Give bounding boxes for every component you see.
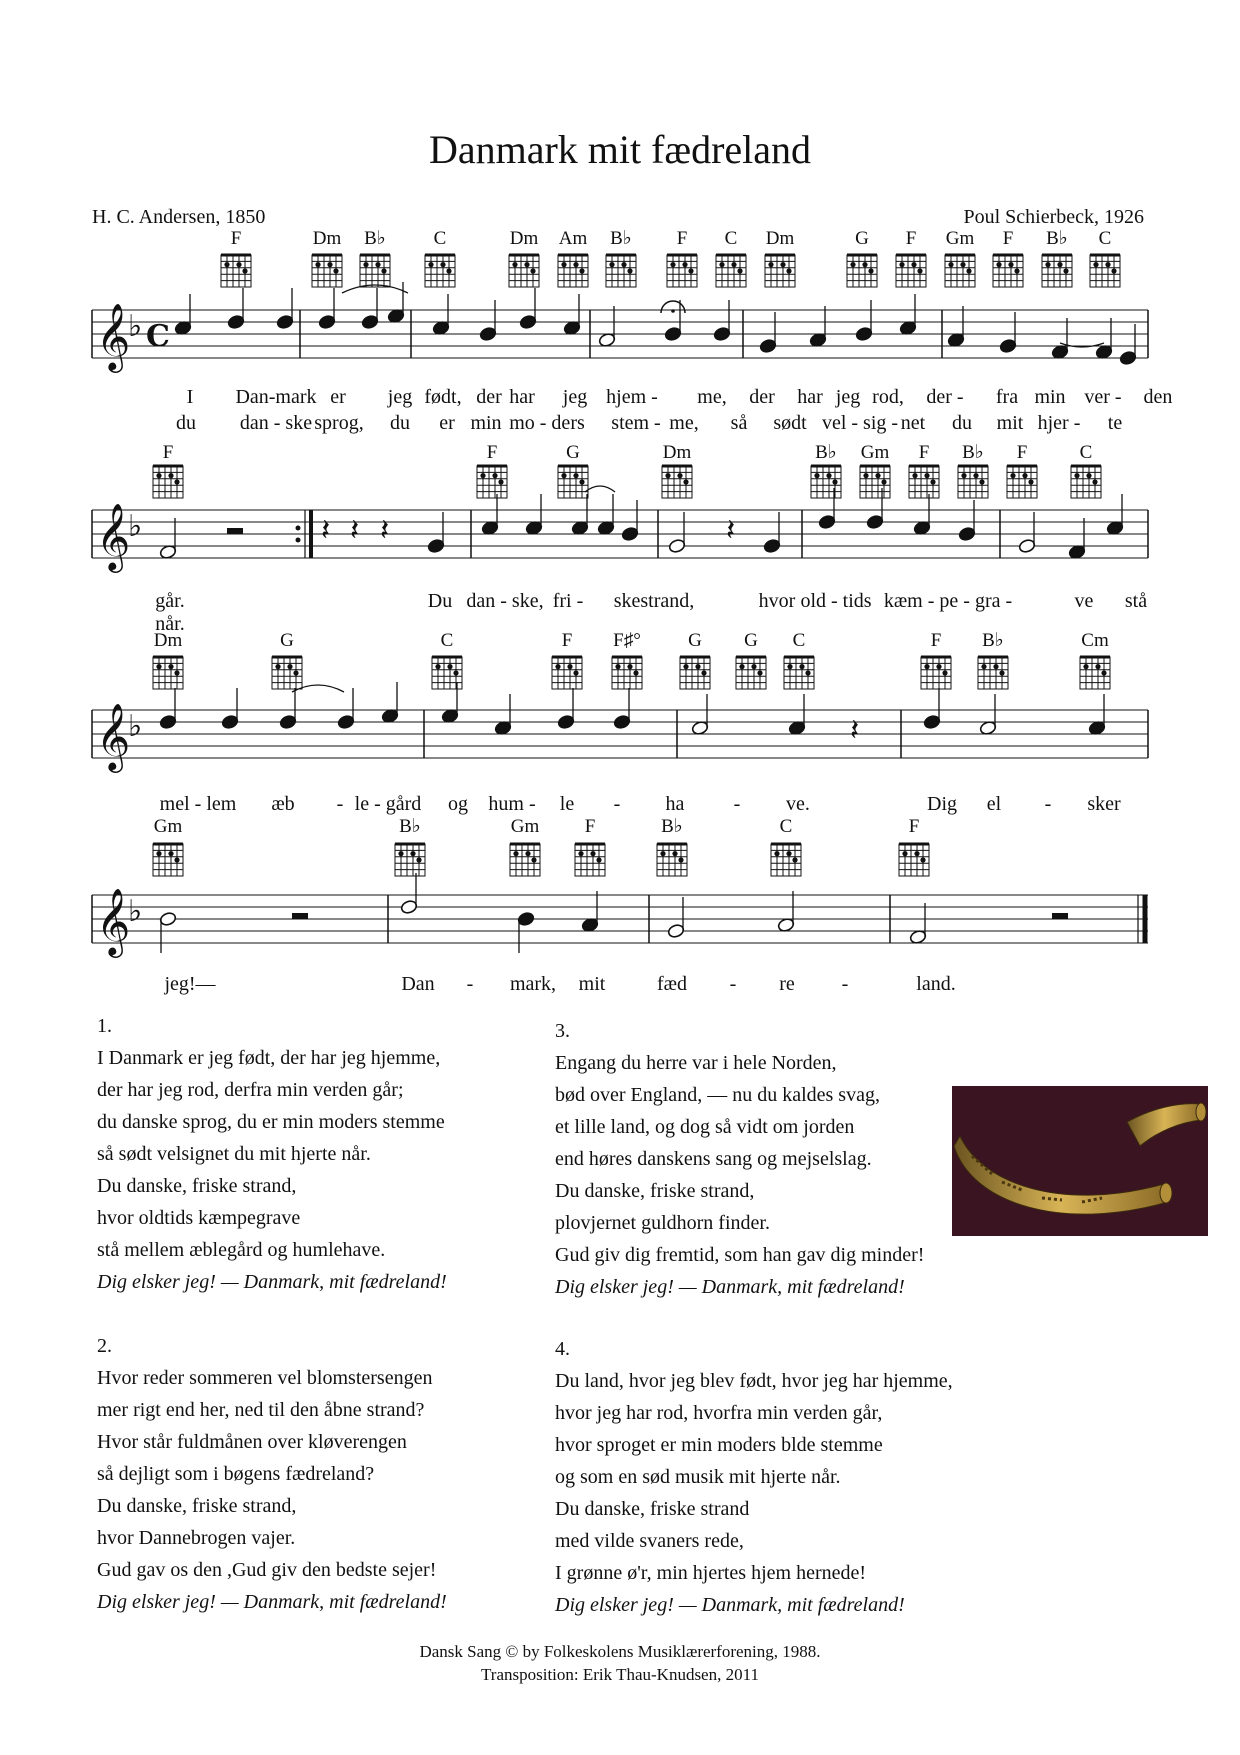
lyric-syllable: I: [186, 386, 194, 408]
chord-name: F: [584, 816, 596, 837]
verse-line: der har jeg rod, derfra min verden går;: [97, 1079, 404, 1101]
note-head: [174, 320, 192, 335]
chord-diagram: [667, 255, 697, 287]
note-head: [763, 538, 781, 553]
chord-diagram: [765, 255, 795, 287]
chord-name: Dm: [765, 228, 795, 249]
note-head: [427, 538, 445, 553]
lyric-syllable: skestrand,: [613, 590, 695, 612]
chord-diagram: [360, 255, 390, 287]
verse-line: hvor sproget er min moders blde stemme: [555, 1434, 883, 1456]
chord-diagram: [558, 466, 588, 498]
note-head: [517, 911, 535, 926]
chord-diagram: [784, 657, 814, 689]
lyric-syllable: mark,: [509, 973, 557, 995]
note-head: [1106, 520, 1124, 535]
time-signature: C: [146, 319, 170, 354]
chord-name: Dm: [312, 228, 342, 249]
lyric-syllable: -: [841, 973, 849, 995]
lyric-syllable: le: [559, 793, 575, 815]
chord-name: Dm: [153, 630, 183, 651]
chord-name: F: [1002, 228, 1014, 249]
chord-diagram: [899, 844, 929, 876]
verse-line: så dejligt som i bøgens fædreland?: [97, 1463, 375, 1485]
lyric-syllable: vel - sig -: [821, 412, 899, 434]
chord-name: F: [930, 630, 942, 651]
lyric-syllable: hjem -: [606, 386, 658, 408]
verse-refrain: Dig elsker jeg! — Danmark, mit fædreland!: [97, 1591, 447, 1613]
lyric-syllable: hjer -: [1037, 412, 1081, 434]
chord-name: C: [724, 228, 738, 249]
repeat-dot: [296, 538, 301, 543]
note-head: [1051, 344, 1069, 359]
treble-clef: 𝄞: [96, 887, 131, 955]
lyric-syllable: jeg: [387, 386, 413, 408]
note-head: [777, 917, 795, 932]
note-head: [1119, 350, 1137, 365]
half-rest: [1052, 913, 1068, 919]
verse-line: du danske sprog, du er min moders stemme: [97, 1111, 445, 1133]
chord-diagram: [1071, 466, 1101, 498]
lyric-syllable: -: [733, 793, 741, 815]
chord-diagram: [736, 657, 766, 689]
note-head: [481, 520, 499, 535]
fermata-dot: [671, 309, 675, 313]
lyric-syllable: så: [730, 412, 748, 434]
chord-diagram: [153, 466, 183, 498]
note-head: [387, 308, 405, 323]
lyric-syllable: ve: [1074, 590, 1094, 612]
chord-name: Cm: [1081, 630, 1109, 651]
note-head: [923, 714, 941, 729]
verse-line: et lille land, og dog så vidt om jorden: [555, 1116, 855, 1138]
note-head: [999, 338, 1017, 353]
chord-name: G: [744, 630, 758, 651]
lyric-syllable: dan - ske,: [466, 590, 544, 612]
note-head: [598, 332, 616, 347]
key-signature-flat: ♭: [128, 709, 143, 744]
footer: [0, 1640, 1240, 1686]
chord-name: F: [561, 630, 573, 651]
golden-horns-drawing: [952, 1086, 1208, 1236]
verse-line: Engang du herre var i hele Norden,: [555, 1052, 837, 1074]
note-head: [1088, 720, 1106, 735]
note-head: [979, 720, 997, 735]
verse-number: 1.: [97, 1015, 112, 1037]
verse-line: og som en sød musik mit hjerte når.: [555, 1466, 841, 1488]
lyric-syllable: me,: [697, 386, 727, 408]
chord-name: G: [280, 630, 294, 651]
lyric-syllable: der: [476, 386, 502, 408]
chord-name: Gm: [510, 816, 540, 837]
slur: [342, 285, 408, 293]
chord-diagram: [575, 844, 605, 876]
chord-name: G: [855, 228, 869, 249]
quarter-rest: 𝄽: [321, 513, 331, 548]
note-head: [759, 338, 777, 353]
note-head: [1018, 538, 1036, 553]
verse-line: Gud giv dig fremtid, som han gav dig minder!: [555, 1244, 925, 1266]
verse-line: med vilde svaners rede,: [555, 1530, 744, 1552]
note-head: [613, 714, 631, 729]
lyric-syllable: har: [509, 386, 535, 408]
note-head: [318, 314, 336, 329]
lyric-syllable: mo - ders: [509, 412, 585, 434]
lyric-syllable: og: [448, 793, 468, 815]
treble-clef: 𝄞: [96, 302, 131, 370]
note-head: [400, 899, 418, 914]
chord-name: B♭: [815, 442, 837, 463]
lyric-syllable: land.: [916, 973, 956, 995]
chord-diagram: [1080, 657, 1110, 689]
verse-line: Du danske, friske strand,: [555, 1180, 755, 1202]
chord-diagram: [993, 255, 1023, 287]
chord-diagram: [958, 466, 988, 498]
chord-name: B♭: [661, 816, 683, 837]
chord-name: B♭: [1046, 228, 1068, 249]
lyric-syllable: -: [729, 973, 737, 995]
lyric-syllable: -: [613, 793, 621, 815]
chord-diagram: [945, 255, 975, 287]
lyric-syllable: old - tids: [800, 590, 872, 612]
note-head: [525, 520, 543, 535]
lyric-syllable: fri -: [552, 590, 584, 612]
chord-name: Dm: [662, 442, 692, 463]
chord-diagram: [425, 255, 455, 287]
chord-diagram: [477, 466, 507, 498]
chord-diagram: [612, 657, 642, 689]
note-head: [494, 720, 512, 735]
chord-diagram: [558, 255, 588, 287]
note-head: [818, 514, 836, 529]
note-head: [519, 314, 537, 329]
quarter-rest: 𝄽: [380, 513, 390, 548]
lyric-syllable: kæm - pe - gra -: [883, 590, 1013, 612]
footer-copyright: Dansk Sang © by Folkeskolens Musiklærerforening, 1988.: [419, 1642, 821, 1661]
note-head: [947, 332, 965, 347]
lyric-syllable: du: [390, 412, 410, 434]
lyric-syllable: net: [900, 412, 926, 434]
lyric-syllable: fæd: [657, 973, 687, 995]
lyric-syllable: når.: [155, 613, 185, 635]
verse-line: hvor Dannebrogen vajer.: [97, 1527, 296, 1549]
quarter-rest: 𝄽: [350, 513, 360, 548]
chord-diagram: [395, 844, 425, 876]
lyric-syllable: der: [749, 386, 775, 408]
lyric-syllable: dan - ske: [239, 412, 313, 434]
chord-name: C: [1098, 228, 1112, 249]
chord-name: F♯°: [613, 630, 641, 651]
chord-diagram: [272, 657, 302, 689]
lyric-syllable: -: [336, 793, 344, 815]
music-system-1: [0, 225, 1240, 435]
verse-2: [97, 1330, 447, 1618]
lyric-syllable: jeg: [835, 386, 861, 408]
chord-name: Dm: [509, 228, 539, 249]
note-head: [159, 714, 177, 729]
verse-line: hvor jeg har rod, hvorfra min verden går,: [555, 1402, 883, 1424]
lyric-syllable: le - gård: [354, 793, 422, 815]
lyric-syllable: rod,: [872, 386, 904, 408]
verse-line: stå mellem æblegård og humlehave.: [97, 1239, 386, 1261]
lyric-syllable: Dan: [401, 973, 435, 995]
chord-name: Gm: [153, 816, 183, 837]
chord-name: C: [440, 630, 454, 651]
note-head: [691, 720, 709, 735]
footer-transposition: Transposition: Erik Thau-Knudsen, 2011: [481, 1665, 759, 1684]
chord-name: C: [779, 816, 793, 837]
verse-line: Du danske, friske strand,: [97, 1495, 297, 1517]
chord-diagram: [771, 844, 801, 876]
note-head: [788, 720, 806, 735]
note-head: [581, 917, 599, 932]
lyric-syllable: du: [952, 412, 972, 434]
verse-line: hvor oldtids kæmpegrave: [97, 1207, 301, 1229]
chord-diagram: [847, 255, 877, 287]
chord-diagram: [552, 657, 582, 689]
verse-line: plovjernet guldhorn finder.: [555, 1212, 770, 1234]
chord-diagram: [811, 466, 841, 498]
chord-diagram: [716, 255, 746, 287]
chord-name: F: [676, 228, 688, 249]
treble-clef: 𝄞: [96, 502, 131, 570]
verse-line: bød over England, — nu du kaldes svag,: [555, 1084, 880, 1106]
lyric-syllable: sødt: [773, 412, 807, 434]
chord-diagram: [221, 255, 251, 287]
note-head: [279, 714, 297, 729]
chord-name: B♭: [610, 228, 632, 249]
music-system-2: [0, 440, 1240, 635]
lyric-syllable: el: [986, 793, 1002, 815]
verse-number: 4.: [555, 1338, 570, 1360]
lyric-syllable: fra: [995, 386, 1019, 408]
lyric-syllable: jeg: [562, 386, 588, 408]
verse-line: I grønne ø'r, min hjertes hjem hernede!: [555, 1562, 867, 1584]
lyric-syllable: Dig: [927, 793, 957, 815]
quarter-rest: 𝄽: [726, 513, 736, 548]
chord-diagram: [978, 657, 1008, 689]
lyric-syllable: ver -: [1084, 386, 1122, 408]
lyric-syllable: født,: [424, 386, 462, 408]
treble-clef: 𝄞: [96, 702, 131, 770]
chord-diagram: [896, 255, 926, 287]
song-title: Danmark mit fædreland: [428, 127, 812, 172]
lyric-syllable: hvor: [758, 590, 796, 612]
chord-name: F: [1016, 442, 1028, 463]
chord-diagram: [153, 844, 183, 876]
chord-name: F: [918, 442, 930, 463]
chord-name: Gm: [860, 442, 890, 463]
chord-name: F: [162, 442, 174, 463]
note-head: [381, 708, 399, 723]
note-head: [597, 520, 615, 535]
chord-name: F: [908, 816, 920, 837]
key-signature-flat: ♭: [128, 309, 143, 344]
chord-name: Am: [558, 228, 588, 249]
lyric-syllable: du: [176, 412, 196, 434]
chord-name: C: [1079, 442, 1093, 463]
chord-name: Gm: [945, 228, 975, 249]
golden-horns-image: [952, 1086, 1208, 1236]
slur: [292, 685, 344, 692]
chord-name: G: [566, 442, 580, 463]
verse-line: Du land, hvor jeg blev født, hvor jeg har hjemme,: [555, 1370, 953, 1392]
composer-credit: Poul Schierbeck, 1926: [963, 206, 1144, 228]
note-head: [159, 911, 177, 926]
chord-name: B♭: [364, 228, 386, 249]
lyric-syllable: mit: [578, 973, 606, 995]
verse-line: Du danske, friske strand: [555, 1498, 750, 1520]
lyric-syllable: Du: [427, 590, 453, 612]
repeat-dot: [296, 526, 301, 531]
lyric-syllable: mel - lem: [159, 793, 237, 815]
lyricist-credit: H. C. Andersen, 1850: [92, 206, 266, 228]
chord-diagram: [1090, 255, 1120, 287]
lyric-syllable: æb: [271, 793, 295, 815]
verse-number: 2.: [97, 1335, 112, 1357]
chord-diagram: [657, 844, 687, 876]
verse-4: [555, 1333, 953, 1621]
note-head: [1095, 344, 1113, 359]
verse-refrain: Dig elsker jeg! — Danmark, mit fædreland!: [97, 1271, 447, 1293]
key-signature-flat: ♭: [128, 894, 143, 929]
note-head: [441, 708, 459, 723]
lyric-syllable: stem -: [611, 412, 661, 434]
note-head: [668, 538, 686, 553]
note-head: [664, 326, 682, 341]
note-head: [276, 314, 294, 329]
note-head: [479, 326, 497, 341]
lyric-syllable: -: [466, 973, 474, 995]
note-head: [337, 714, 355, 729]
chord-name: F: [905, 228, 917, 249]
note-head: [361, 314, 379, 329]
verse-refrain: Dig elsker jeg! — Danmark, mit fædreland!: [555, 1594, 905, 1616]
note-head: [909, 929, 927, 944]
verse-line: mer rigt end her, ned til den åbne strand?: [97, 1399, 425, 1421]
note-head: [809, 332, 827, 347]
chord-diagram: [312, 255, 342, 287]
note-head: [563, 320, 581, 335]
chord-diagram: [1042, 255, 1072, 287]
note-head: [958, 526, 976, 541]
chord-diagram: [909, 466, 939, 498]
chord-diagram: [509, 255, 539, 287]
verse-line: Gud gav os den ,Gud giv den bedste sejer!: [97, 1559, 437, 1581]
lyric-syllable: ha: [665, 793, 685, 815]
chord-name: G: [688, 630, 702, 651]
verse-number: 3.: [555, 1020, 570, 1042]
note-head: [855, 326, 873, 341]
chord-name: C: [792, 630, 806, 651]
lyric-syllable: te: [1107, 412, 1123, 434]
verse-line: end høres danskens sang og mejselslag.: [555, 1148, 872, 1170]
note-head: [159, 544, 177, 559]
note-head: [713, 326, 731, 341]
half-rest: [227, 528, 243, 534]
chord-diagram: [860, 466, 890, 498]
chord-name: C: [433, 228, 447, 249]
verse-line: Du danske, friske strand,: [97, 1175, 297, 1197]
quarter-rest: 𝄽: [850, 713, 860, 748]
chord-diagram: [510, 844, 540, 876]
chord-diagram: [606, 255, 636, 287]
verse-3: [555, 1015, 924, 1303]
verse-line: så sødt velsignet du mit hjerte når.: [97, 1143, 371, 1165]
lyric-syllable: Dan-mark: [235, 386, 317, 408]
verse-line: Hvor står fuldmånen over kløverengen: [97, 1431, 407, 1453]
chord-name: B♭: [982, 630, 1004, 651]
lyric-syllable: den: [1143, 386, 1173, 408]
lyric-syllable: ve.: [786, 793, 810, 815]
lyric-syllable: jeg!—: [164, 973, 216, 995]
lyric-syllable: mit: [996, 412, 1024, 434]
note-head: [621, 526, 639, 541]
chord-diagram: [921, 657, 951, 689]
note-head: [866, 514, 884, 529]
verse-refrain: Dig elsker jeg! — Danmark, mit fædreland!: [555, 1276, 905, 1298]
lyric-syllable: går.: [155, 590, 185, 612]
note-head: [432, 320, 450, 335]
lyric-syllable: sprog,: [314, 412, 364, 434]
key-signature-flat: ♭: [128, 509, 143, 544]
slur: [585, 486, 615, 492]
verse-1: [97, 1010, 447, 1298]
note-head: [227, 314, 245, 329]
lyric-syllable: er: [439, 412, 455, 434]
chord-diagram: [153, 657, 183, 689]
lyric-syllable: re: [779, 973, 795, 995]
chord-diagram: [680, 657, 710, 689]
lyric-syllable: er: [330, 386, 346, 408]
note-head: [913, 520, 931, 535]
lyric-syllable: har: [797, 386, 823, 408]
chord-name: F: [486, 442, 498, 463]
music-system-3: [0, 630, 1240, 820]
chord-diagram: [662, 466, 692, 498]
lyric-syllable: sker: [1087, 793, 1121, 815]
chord-name: B♭: [399, 816, 421, 837]
note-head: [571, 520, 589, 535]
note-head: [899, 320, 917, 335]
note-head: [221, 714, 239, 729]
lyric-syllable: hum -: [488, 793, 536, 815]
lyric-syllable: -: [1044, 793, 1052, 815]
lyric-syllable: der -: [926, 386, 964, 408]
note-head: [667, 923, 685, 938]
chord-name: B♭: [962, 442, 984, 463]
lyric-syllable: me,: [669, 412, 699, 434]
chord-diagram: [1007, 466, 1037, 498]
verse-line: I Danmark er jeg født, der har jeg hjemme,: [97, 1047, 441, 1069]
verse-line: Hvor reder sommeren vel blomstersengen: [97, 1367, 433, 1389]
lyric-syllable: min: [470, 412, 502, 434]
lyric-syllable: stå: [1124, 590, 1148, 612]
lyric-syllable: min: [1034, 386, 1066, 408]
note-head: [557, 714, 575, 729]
note-head: [1068, 544, 1086, 559]
music-system-4: [0, 816, 1240, 1000]
chord-name: F: [230, 228, 242, 249]
half-rest: [292, 913, 308, 919]
